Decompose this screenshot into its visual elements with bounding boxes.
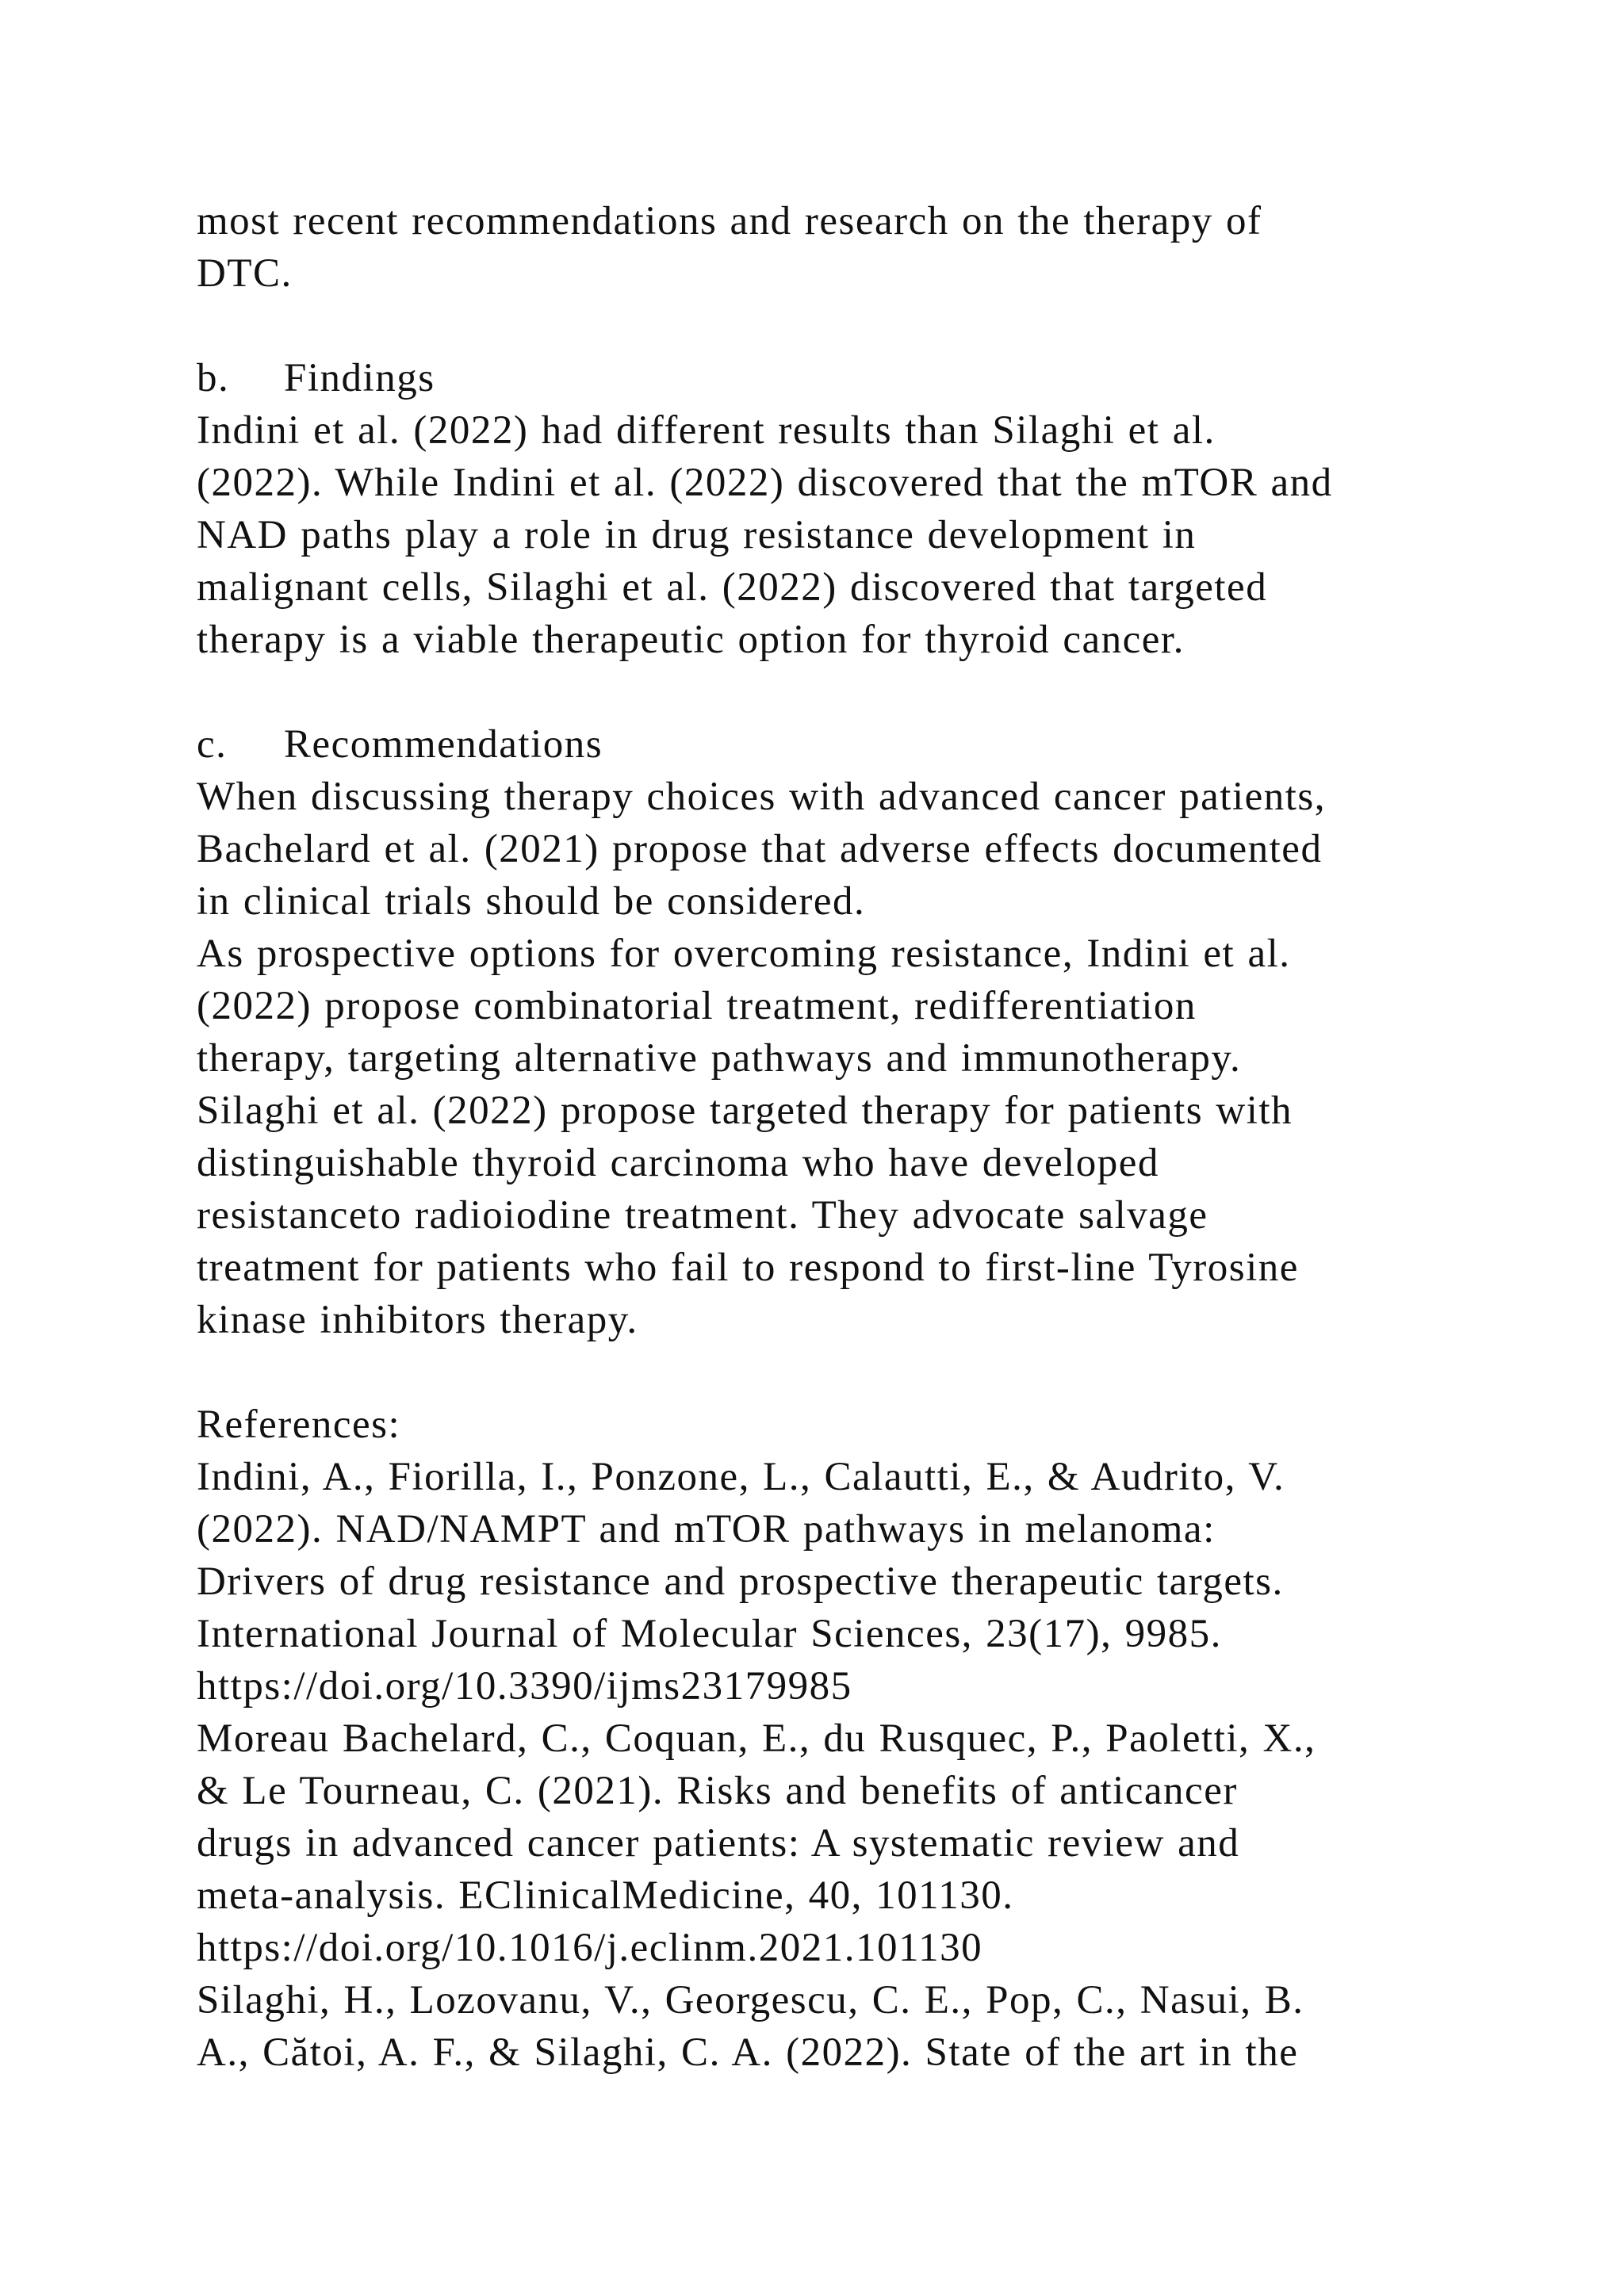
paragraph-spacer <box>197 666 1497 718</box>
paragraph-spacer <box>197 1346 1497 1399</box>
text-line: When discussing therapy choices with advanced cancer patients, <box>197 775 1327 819</box>
reference-line: Silaghi, H., Lozovanu, V., Georgescu, C. E., Pop, C., Nasui, B. <box>197 1978 1304 2022</box>
text-line: distinguishable thyroid carcinoma who have developed <box>197 1141 1159 1185</box>
recommendations-heading-text: Recommendations <box>284 722 603 767</box>
text-line: (2022) propose combinatorial treatment, redifferentiation <box>197 984 1197 1028</box>
text-line: NAD paths play a role in drug resistance development in <box>197 513 1197 557</box>
references-heading: References: <box>197 1402 401 1447</box>
text-line: As prospective options for overcoming resistance, Indini et al. <box>197 932 1291 976</box>
findings-section <box>197 352 1497 666</box>
paragraph-spacer <box>197 300 1497 352</box>
text-line: most recent recommendations and research on the therapy of <box>197 199 1262 243</box>
reference-line: (2022). NAD/NAMPT and mTOR pathways in melanoma: <box>197 1507 1216 1552</box>
text-line: malignant cells, Silaghi et al. (2022) discovered that targeted <box>197 565 1268 610</box>
findings-heading <box>197 352 1497 404</box>
recommendations-marker: c. <box>197 722 228 767</box>
text-line: in clinical trials should be considered. <box>197 879 866 924</box>
reference-line: Moreau Bachelard, C., Coquan, E., du Rusquec, P., Paoletti, X., <box>197 1716 1316 1761</box>
text-line: resistanceto radioiodine treatment. They advocate salvage <box>197 1193 1208 1238</box>
text-line: Silaghi et al. (2022) propose targeted therapy for patients with <box>197 1089 1293 1133</box>
document-body <box>197 195 1497 2079</box>
reference-line: A., Cătoi, A. F., & Silaghi, C. A. (2022). State of the art in the <box>197 2030 1299 2075</box>
reference-line: meta-analysis. EClinicalMedicine, 40, 101130. <box>197 1873 1014 1918</box>
recommendations-section <box>197 718 1497 1346</box>
reference-doi-link[interactable]: https://doi.org/10.1016/j.eclinm.2021.101130 <box>197 1926 983 1970</box>
findings-heading-text: Findings <box>284 356 435 400</box>
reference-line: Indini, A., Fiorilla, I., Ponzone, L., Calautti, E., & Audrito, V. <box>197 1455 1285 1499</box>
reference-line: International Journal of Molecular Sciences, 23(17), 9985. <box>197 1612 1222 1656</box>
findings-marker: b. <box>197 356 230 400</box>
reference-doi-link[interactable]: https://doi.org/10.3390/ijms23179985 <box>197 1664 852 1709</box>
recommendations-heading <box>197 718 1497 771</box>
text-line: kinase inhibitors therapy. <box>197 1298 638 1342</box>
references-section <box>197 1399 1497 2079</box>
text-line: treatment for patients who fail to respond to first-line Tyrosine <box>197 1246 1299 1290</box>
text-line: Indini et al. (2022) had different results than Silaghi et al. <box>197 408 1216 453</box>
text-line: therapy, targeting alternative pathways and immunotherapy. <box>197 1036 1242 1081</box>
reference-line: Drivers of drug resistance and prospective therapeutic targets. <box>197 1559 1284 1604</box>
text-line: Bachelard et al. (2021) propose that adverse effects documented <box>197 827 1323 871</box>
text-line: (2022). While Indini et al. (2022) discovered that the mTOR and <box>197 461 1333 505</box>
text-line: DTC. <box>197 251 293 296</box>
intro-paragraph <box>197 195 1497 300</box>
reference-line: drugs in advanced cancer patients: A systematic review and <box>197 1821 1240 1866</box>
text-line: therapy is a viable therapeutic option for thyroid cancer. <box>197 618 1185 662</box>
reference-line: & Le Tourneau, C. (2021). Risks and benefits of anticancer <box>197 1769 1238 1813</box>
